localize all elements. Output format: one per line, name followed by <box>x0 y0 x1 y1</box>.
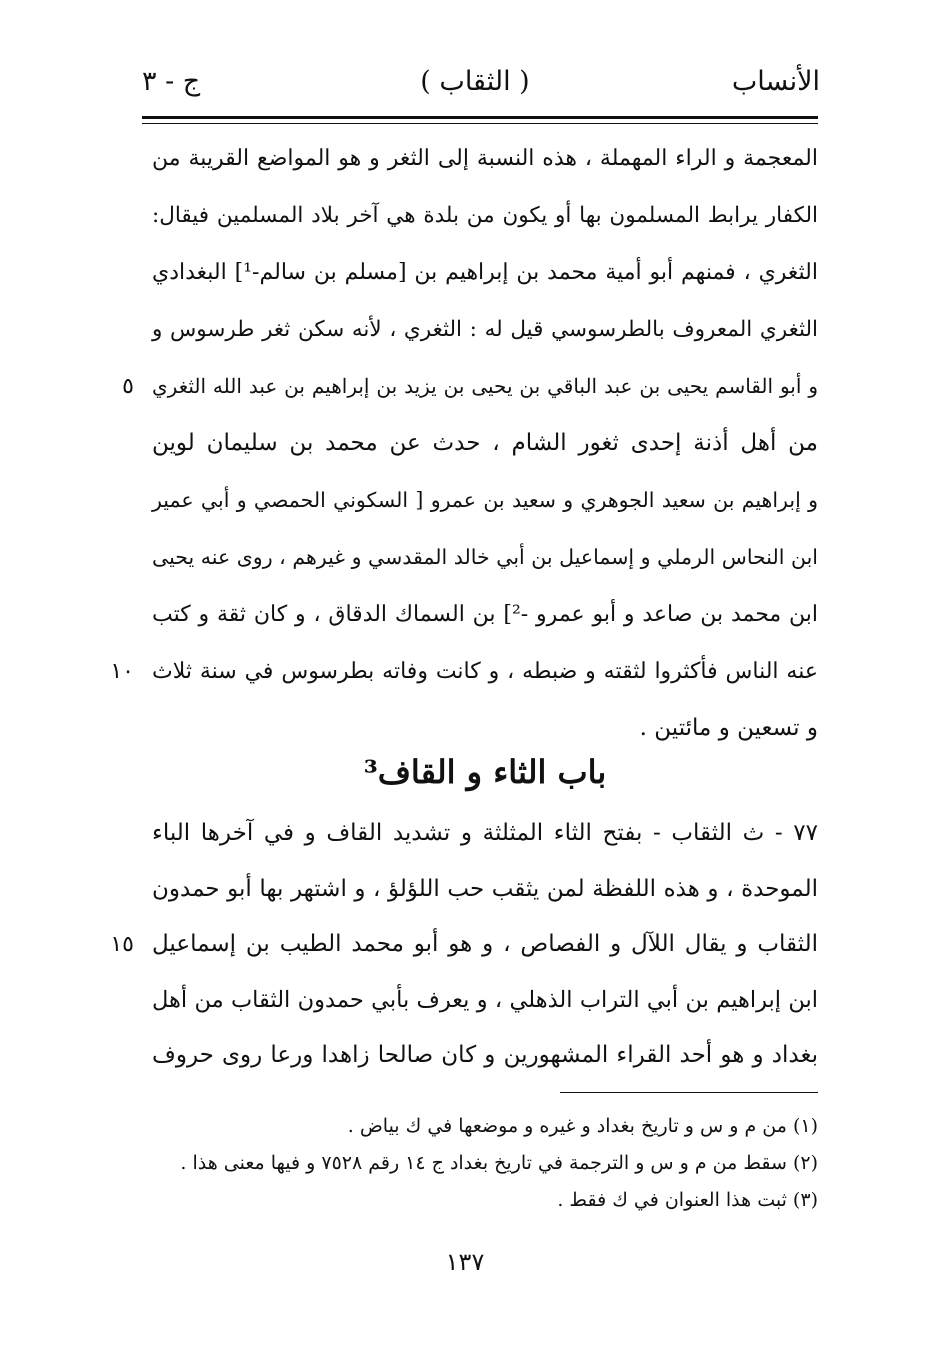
text-line <box>110 917 818 973</box>
line-text: بغداد و هو أحد القراء المشهورين و كان صالحا زاهدا ورعا روى حروف <box>152 1042 818 1068</box>
text-line <box>152 862 818 918</box>
line-text: ابن إبراهيم بن أبي التراب الذهلي ، و يعرف بأبي حمدون الثقاب من أهل <box>152 986 818 1013</box>
running-header <box>130 62 820 102</box>
header-book-title: الأنساب <box>731 66 820 97</box>
text-line <box>152 973 818 1029</box>
body-text <box>110 130 818 757</box>
line-text: و تسعين و مائتين . <box>639 715 818 741</box>
chapter-heading: باب الثاء و القاف³ <box>363 753 607 791</box>
text-line <box>152 806 818 862</box>
line-number: ٥ <box>122 374 134 399</box>
header-rule-thick <box>142 116 818 119</box>
line-text: ٧٧ - ث الثقاب - بفتح الثاء المثلثة و تشديد القاف و في آخرها الباء <box>152 820 818 846</box>
line-text: ابن محمد بن صاعد و أبو عمرو -²] بن السماك الدقاق ، و كان ثقة و كتب <box>152 602 818 627</box>
footnote: (٢) سقط من م و س و الترجمة في تاريخ بغداد ج ١٤ رقم ٧٥٢٨ و فيها معنى هذا . <box>180 1152 818 1174</box>
header-entry-title: ( الثقاب ) <box>420 66 530 97</box>
text-line <box>152 586 818 643</box>
line-text: الثغري المعروف بالطرسوسي قيل له : الثغري ، لأنه سكن ثغر طرسوس و <box>152 317 818 342</box>
text-line <box>152 187 818 244</box>
header-volume: ج - ٣ <box>142 66 201 97</box>
footnote: (١) من م و س و تاريخ بغداد و غيره و موضعها في ك بياض . <box>347 1115 818 1137</box>
text-line <box>152 244 818 301</box>
text-line <box>152 472 818 529</box>
line-text: الموحدة ، و هذه اللفظة لمن يثقب حب اللؤلؤ ، و اشتهر بها أبو حمدون <box>152 875 818 902</box>
text-line <box>122 358 818 415</box>
text-line <box>152 415 818 472</box>
text-line <box>152 130 818 187</box>
page-number: ١٣٧ <box>445 1248 485 1276</box>
line-text: و إبراهيم بن سعيد الجوهري و سعيد بن عمرو [ السكوني الحمصي و أبي عمير <box>152 488 818 512</box>
line-text: الثغري ، فمنهم أبو أمية محمد بن إبراهيم بن [مسلم بن سالم-¹] البغدادي <box>152 260 818 285</box>
line-text: ابن النحاس الرملي و إسماعيل بن أبي خالد المقدسي و غيرهم ، روى عنه يحيى <box>152 545 818 569</box>
text-line <box>152 301 818 358</box>
line-text: من أهل أذنة إحدى ثغور الشام ، حدث عن محمد بن سليمان لوين <box>152 430 818 456</box>
line-number: ١٥ <box>110 932 134 957</box>
line-text: المعجمة و الراء المهملة ، هذه النسبة إلى الثغر و هو المواضع القريبة من <box>152 146 818 171</box>
entry-text <box>110 806 818 1084</box>
line-text: الثقاب و يقال اللآل و الفصاص ، و هو أبو محمد الطيب بن إسماعيل <box>152 931 818 957</box>
line-text: الكفار يرابط المسلمون بها أو يكون من بلدة هي آخر بلاد المسلمين فيقال: <box>152 203 818 228</box>
text-line <box>152 529 818 586</box>
footnote: (٣) ثبت هذا العنوان في ك فقط . <box>557 1189 818 1211</box>
line-text: و أبو القاسم يحيى بن عبد الباقي بن يحيى بن يزيد بن إبراهيم بن عبد الله الثغري <box>152 374 818 398</box>
text-line <box>152 1028 818 1084</box>
line-number: ١٠ <box>110 659 134 684</box>
line-text: عنه الناس فأكثروا لثقته و ضبطه ، و كانت وفاته بطرسوس في سنة ثلاث <box>152 659 818 684</box>
text-line <box>110 643 818 700</box>
footnotes <box>130 1108 818 1219</box>
footnote-rule <box>560 1092 818 1093</box>
header-rule-thin <box>142 123 818 124</box>
